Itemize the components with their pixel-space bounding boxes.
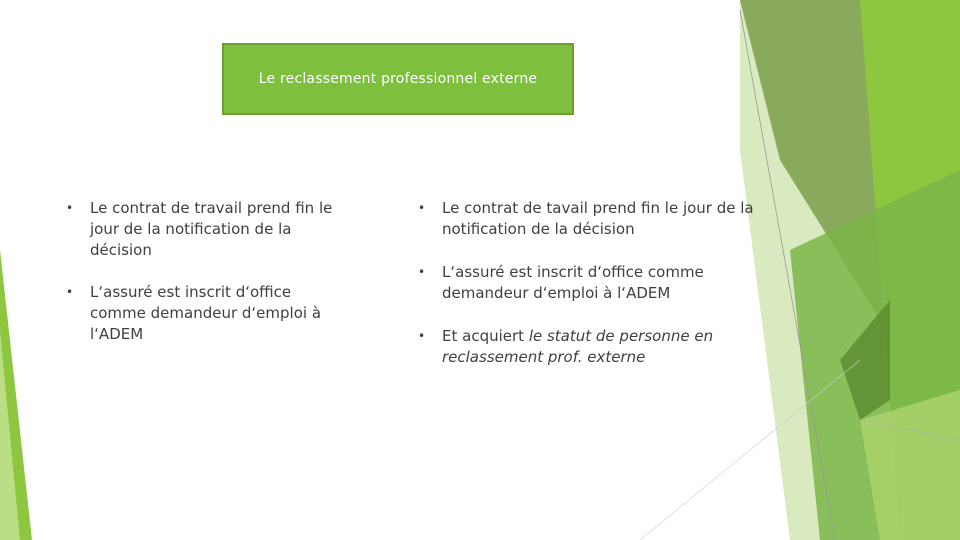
left-bullet-item xyxy=(66,282,336,345)
right-bullet-list xyxy=(418,198,763,368)
right-bullet-item xyxy=(418,326,763,368)
left-bullet-text: L‘assuré est inscrit d‘office comme demandeur d‘emploi à l‘ADEM xyxy=(90,283,322,343)
left-bullet-item xyxy=(66,198,336,261)
slide-title: Le reclassement professionnel externe xyxy=(258,71,538,87)
right-bullet-text: Le contrat de tavail prend fin le jour de la notification de la décision xyxy=(442,199,754,238)
title-box xyxy=(222,43,574,115)
right-bullet-text: L‘assuré est inscrit d‘office comme demandeur d‘emploi à l‘ADEM xyxy=(442,263,704,302)
right-bullet-item xyxy=(418,198,763,240)
right-bullet-item xyxy=(418,262,763,304)
right-bullet-text-plain: Et acquiert xyxy=(442,327,529,345)
left-bullet-list xyxy=(66,198,336,345)
left-bullet-text: Le contrat de travail prend fin le jour de la notification de la décision xyxy=(90,199,333,259)
right-bullet-text-italic: le statut de personne en reclassement prof. externe xyxy=(442,327,714,366)
left-green-shapes xyxy=(0,250,32,540)
